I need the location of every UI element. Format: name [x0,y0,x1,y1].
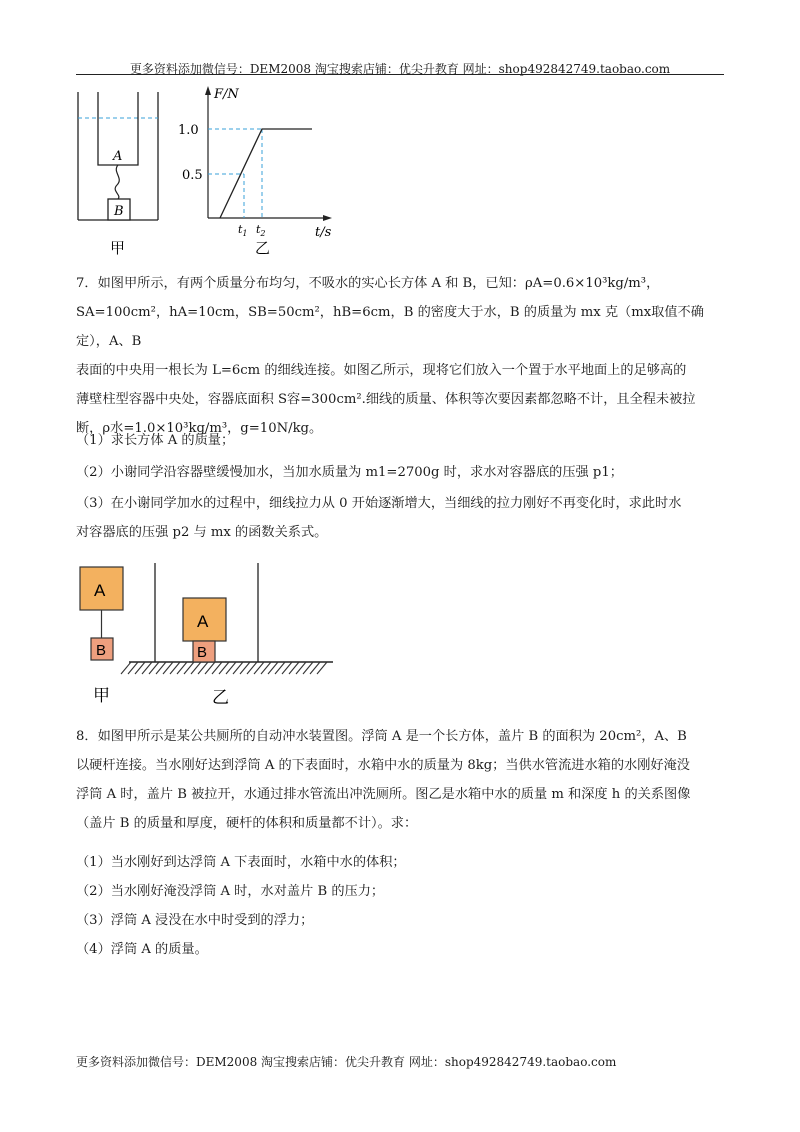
q7-line-4: 薄壁柱型容器中央处，容器底面积 S容=300cm².细线的质量、体积等次要因素都忽略不计，且全程未被拉 [76,392,696,407]
fig2-jia-label-a: A [94,581,106,600]
fig2-yi-label-a: A [197,612,209,631]
q8-subquestion-4: （4）浮筒 A 的质量。 [76,942,208,957]
fig1-t2-label: $t_2$ [256,223,266,238]
fig1-force-curve [220,129,312,218]
fig1-string [115,165,119,199]
fig2-label-yi: 乙 [212,688,229,708]
q8-line-2: 以硬杆连接。当水刚好达到浮筒 A 的下表面时，水箱中水的质量为 8kg；当供水管流进水箱的水刚好淹没 [76,758,690,773]
fig2-label-jia: 甲 [93,686,110,706]
fig2-yi-label-b: B [197,644,208,661]
q8-subquestions [76,848,726,964]
page-header: 更多资料添加微信号：DEM2008 淘宝搜索店铺：优尖升教育 网址：shop492842749.taobao.com [129,62,671,76]
q7-sub3-line-2: 对容器底的压强 p2 与 mx 的函数关系式。 [76,525,328,540]
question-8-text [76,722,726,838]
fig1-force-time-graph [178,86,332,257]
q7-subquestion-3 [76,489,726,547]
q8-subquestion-3: （3）浮筒 A 浸没在水中时受到的浮力； [76,913,314,928]
q8-line-4: （盖片 B 的质量和厚度，硬杆的体积和质量都不计）。求： [76,816,418,831]
question-7-text [76,269,726,443]
fig2-jia-label-b: B [96,642,107,659]
fig1-y-tick-low: 0.5 [182,168,203,183]
q7-subquestion-2: （2）小谢同学沿容器壁缓慢加水，当加水质量为 m1=2700g 时，求水对容器底的压强 p1； [76,465,623,480]
q8-line-3: 浮筒 A 时，盖片 B 被拉开，水通过排水管流出冲洗厕所。图乙是水箱中水的质量 m 和深度 h 的关系图像 [76,787,691,802]
figure-1 [0,0,800,270]
fig2-ground-hatching [121,662,327,674]
q8-line-1: 8．如图甲所示是某公共厕所的自动冲水装置图。浮筒 A 是一个长方体，盖片 B 的面积为 20cm²，A、B [76,729,687,744]
q7-line-5: 断，ρ水=1.0×10³kg/m³，g=10N/kg。 [76,421,323,436]
q7-line-3: 表面的中央用一根长为 L=6cm 的细线连接。如图乙所示，现将它们放入一个置于水平地面上的足够高的 [76,363,687,378]
fig1-container-diagram [78,92,158,257]
q8-subquestion-1: （1）当水刚好到达浮筒 A 下表面时，水箱中水的体积； [76,855,406,870]
fig2-yi-diagram [121,563,333,708]
fig1-x-axis-label: t/s [315,225,332,240]
fig1-label-jia: 甲 [110,239,126,257]
fig1-t1-label: $t_1$ [238,223,248,238]
fig1-y-tick-high: 1.0 [178,123,199,138]
q7-sub3-line-1: （3）在小谢同学加水的过程中，细线拉力从 0 开始逐渐增大，当细线的拉力刚好不再变化时，求此时水 [76,496,682,511]
q7-line-1: 7．如图甲所示，有两个质量分布均匀，不吸水的实心长方体 A 和 B，已知：ρA=0.6×10³kg/m³， [76,276,660,291]
fig2-jia-diagram [80,567,123,706]
q7-line-2: SA=100cm²，hA=10cm，SB=50cm²，hB=6cm，B 的密度大于水，B 的质量为 mx 克（mx取值不确定），A、B [76,305,704,349]
page-footer: 更多资料添加微信号：DEM2008 淘宝搜索店铺：优尖升教育 网址：shop492842749.taobao.com [76,1055,617,1069]
fig1-y-axis-label: F/N [214,87,239,102]
fig1-label-b: B [114,204,124,219]
q7-subquestion-1: （1）求长方体 A 的质量； [76,433,235,448]
fig1-label-yi: 乙 [255,239,271,257]
figure-2 [0,555,800,715]
fig1-label-a: A [113,149,123,164]
q8-subquestion-2: （2）当水刚好淹没浮筒 A 时，水对盖片 B 的压力； [76,884,385,899]
